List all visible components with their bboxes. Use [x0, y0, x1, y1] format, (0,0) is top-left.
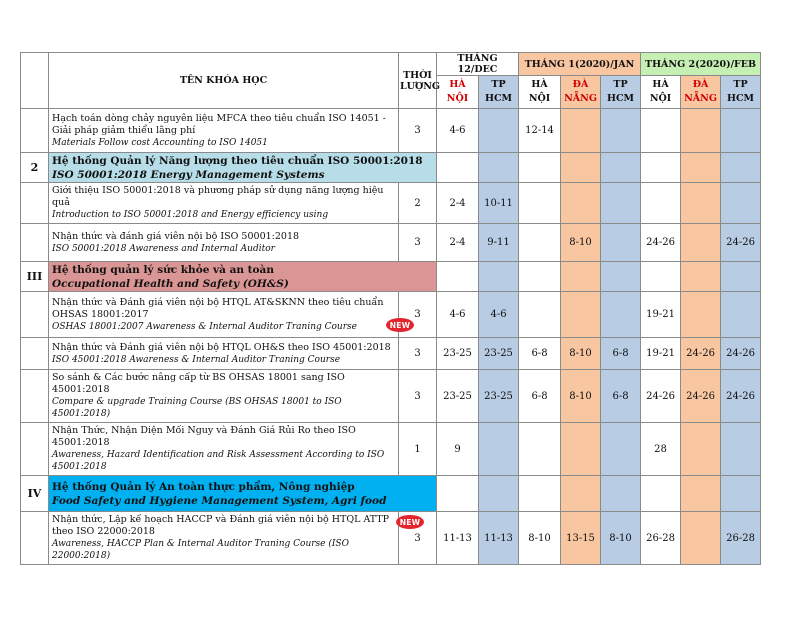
date-cell-jan-hn: 6-8 [519, 338, 561, 370]
section-title-en: Food Safety and Hygiene Management System, Agri food [52, 494, 387, 507]
date-cell-dec-hcm: 4-6 [479, 292, 519, 338]
section-empty-cell [601, 153, 641, 183]
course-row [21, 109, 761, 153]
row-number [21, 292, 49, 338]
row-number [21, 512, 49, 565]
course-title [49, 370, 399, 423]
section-empty-cell [519, 262, 561, 292]
date-cell-dec-hcm: 23-25 [479, 370, 519, 423]
course-title-vi: Nhận thức và đánh giá viên nội bộ ISO 50001:2018 [52, 230, 300, 242]
row-number [21, 370, 49, 423]
course-duration: 3 [399, 512, 437, 565]
date-cell-dec-hn: 4-6 [437, 292, 479, 338]
course-title [49, 183, 399, 224]
date-cell-dec-hn: 2-4 [437, 183, 479, 224]
course-title [49, 224, 399, 262]
section-empty-cell [437, 476, 479, 512]
section-row [21, 262, 761, 292]
date-cell-feb-hcm [721, 292, 761, 338]
section-empty-cell [721, 153, 761, 183]
section-title [49, 262, 437, 292]
date-cell-feb-hn: 24-26 [641, 224, 681, 262]
section-empty-cell [681, 262, 721, 292]
date-cell-feb-dn [681, 512, 721, 565]
course-title-en: Materials Follow cost Accounting to ISO 14051 [52, 137, 268, 148]
section-empty-cell [479, 262, 519, 292]
date-cell-feb-dn [681, 292, 721, 338]
header-month-jan: THÁNG 1(2020)/JAN [519, 53, 641, 76]
header-feb-hanoi: HÀ NỘI [641, 76, 681, 109]
date-cell-feb-hcm [721, 109, 761, 153]
date-cell-feb-dn: 24-26 [681, 370, 721, 423]
row-number [21, 423, 49, 476]
section-empty-cell [641, 262, 681, 292]
date-cell-feb-hn: 19-21 [641, 338, 681, 370]
section-empty-cell [561, 262, 601, 292]
section-row [21, 153, 761, 183]
course-row [21, 338, 761, 370]
date-cell-feb-dn: 24-26 [681, 338, 721, 370]
date-cell-dec-hn: 11-13 [437, 512, 479, 565]
date-cell-feb-hcm: 24-26 [721, 370, 761, 423]
section-title [49, 476, 437, 512]
date-cell-feb-hn: 19-21 [641, 292, 681, 338]
course-title-vi: Giới thiệu ISO 50001:2018 và phương pháp sử dụng năng lượng hiệu quả [52, 185, 384, 208]
section-empty-cell [519, 476, 561, 512]
date-cell-jan-hn [519, 224, 561, 262]
date-cell-jan-hn [519, 183, 561, 224]
date-cell-feb-hn: 24-26 [641, 370, 681, 423]
date-cell-feb-hcm [721, 183, 761, 224]
section-empty-cell [561, 153, 601, 183]
header-dec-hcm: TP HCM [479, 76, 519, 109]
date-cell-jan-dn [561, 183, 601, 224]
date-cell-dec-hcm: 23-25 [479, 338, 519, 370]
date-cell-jan-hcm [601, 109, 641, 153]
header-jan-hanoi: HÀ NỘI [519, 76, 561, 109]
date-cell-jan-hcm [601, 224, 641, 262]
course-row [21, 224, 761, 262]
date-cell-dec-hcm [479, 423, 519, 476]
section-empty-cell [721, 476, 761, 512]
course-title [49, 423, 399, 476]
header-jan-hcm: TP HCM [601, 76, 641, 109]
date-cell-jan-hcm [601, 183, 641, 224]
date-cell-jan-hn [519, 423, 561, 476]
schedule-body [21, 109, 761, 565]
date-cell-dec-hcm: 10-11 [479, 183, 519, 224]
course-title-en: ISO 45001:2018 Awareness & Internal Auditor Traning Course [52, 354, 341, 365]
date-cell-feb-dn [681, 109, 721, 153]
date-cell-dec-hcm: 9-11 [479, 224, 519, 262]
date-cell-dec-hcm [479, 109, 519, 153]
course-duration: 3 [399, 109, 437, 153]
date-cell-dec-hn: 9 [437, 423, 479, 476]
header-course-title: TÊN KHÓA HỌC [49, 53, 399, 109]
row-number: 2 [21, 153, 49, 183]
course-title-vi: Nhận Thức, Nhận Diện Mối Nguy và Đánh Giá Rủi Ro theo ISO 45001:2018 [52, 425, 356, 448]
date-cell-dec-hn: 4-6 [437, 109, 479, 153]
course-title-en: OSHAS 18001:2007 Awareness & Internal Auditor Traning Course [52, 321, 357, 332]
section-empty-cell [437, 262, 479, 292]
section-empty-cell [641, 476, 681, 512]
new-badge-22000: NEW [396, 515, 424, 529]
course-title-vi: Nhận thức và Đánh giá viên nội bộ HTQL OH&S theo ISO 45001:2018 [52, 341, 391, 353]
date-cell-feb-dn [681, 183, 721, 224]
date-cell-jan-dn: 8-10 [561, 224, 601, 262]
date-cell-jan-hn: 12-14 [519, 109, 561, 153]
row-number [21, 183, 49, 224]
date-cell-feb-hcm [721, 423, 761, 476]
course-row [21, 370, 761, 423]
date-cell-jan-dn: 8-10 [561, 338, 601, 370]
course-row [21, 512, 761, 565]
date-cell-dec-hn: 23-25 [437, 338, 479, 370]
date-cell-jan-hcm [601, 423, 641, 476]
date-cell-feb-hn: 28 [641, 423, 681, 476]
section-title [49, 153, 437, 183]
date-cell-jan-hn: 8-10 [519, 512, 561, 565]
date-cell-jan-hcm: 6-8 [601, 338, 641, 370]
training-schedule-table [20, 52, 761, 565]
course-title [49, 109, 399, 153]
date-cell-jan-dn: 8-10 [561, 370, 601, 423]
date-cell-jan-hn: 6-8 [519, 370, 561, 423]
date-cell-feb-hcm: 26-28 [721, 512, 761, 565]
date-cell-dec-hn: 23-25 [437, 370, 479, 423]
course-title-vi: Hạch toán dòng chảy nguyên liệu MFCA theo tiêu chuẩn ISO 14051 - Giải pháp giảm thiểu lãng phí [52, 112, 386, 136]
section-empty-cell [561, 476, 601, 512]
course-title-vi: So sánh & Các bước nâng cấp từ BS OHSAS 18001 sang ISO 45001:2018 [52, 372, 345, 395]
course-title-en: Compare & upgrade Training Course (BS OHSAS 18001 to ISO 45001:2018) [52, 397, 342, 419]
date-cell-feb-hn [641, 109, 681, 153]
section-title-vi: Hệ thống Quản lý Năng lượng theo tiêu chuẩn ISO 50001:2018 [52, 154, 423, 167]
date-cell-feb-dn [681, 423, 721, 476]
new-badge-45001: NEW [386, 318, 414, 332]
date-cell-jan-hn [519, 292, 561, 338]
course-title-en: Awareness, HACCP Plan & Internal Auditor Traning Course (ISO 22000:2018) [52, 539, 349, 561]
section-title-en: Occupational Health and Safety (OH&S) [52, 277, 289, 290]
section-empty-cell [519, 153, 561, 183]
date-cell-feb-hn: 26-28 [641, 512, 681, 565]
course-duration: 3 [399, 338, 437, 370]
course-title-en: Awareness, Hazard Identification and Risk Assessment According to ISO 45001:2018 [52, 450, 385, 472]
section-empty-cell [479, 153, 519, 183]
course-title-en: Introduction to ISO 50001:2018 and Energy efficiency using [52, 210, 329, 220]
header-duration: THỜI LƯỢNG [399, 53, 437, 109]
course-title-vi: Nhận thức, Lập kế hoạch HACCP và Đánh giá viên nội bộ HTQL ATTP theo ISO 22000:2018 [52, 514, 390, 537]
row-number [21, 224, 49, 262]
date-cell-jan-dn [561, 292, 601, 338]
header-feb-hcm: TP HCM [721, 76, 761, 109]
course-title-vi: Nhận thức và Đánh giá viên nội bộ HTQL AT&SKNN theo tiêu chuẩn OHSAS 18001:2017 [52, 296, 384, 320]
section-title-vi: Hệ thống Quản lý An toàn thực phẩm, Nông nghiệp [52, 480, 355, 493]
section-empty-cell [479, 476, 519, 512]
course-duration: 3 [399, 370, 437, 423]
section-empty-cell [437, 153, 479, 183]
date-cell-feb-hcm: 24-26 [721, 338, 761, 370]
section-empty-cell [641, 153, 681, 183]
row-number: IV [21, 476, 49, 512]
course-title [49, 512, 399, 565]
section-empty-cell [721, 262, 761, 292]
date-cell-feb-hn [641, 183, 681, 224]
section-title-vi: Hệ thống quản lý sức khỏe và an toàn [52, 263, 274, 276]
date-cell-feb-dn [681, 224, 721, 262]
section-row [21, 476, 761, 512]
course-duration: 2 [399, 183, 437, 224]
section-empty-cell [601, 476, 641, 512]
course-duration: 3 [399, 224, 437, 262]
course-row [21, 423, 761, 476]
header-month-dec: THÁNG 12/DEC [437, 53, 519, 76]
course-row [21, 292, 761, 338]
row-number: III [21, 262, 49, 292]
section-empty-cell [601, 262, 641, 292]
course-duration: 3 [399, 292, 437, 338]
date-cell-jan-hcm: 6-8 [601, 370, 641, 423]
header-month-feb: THÁNG 2(2020)/FEB [641, 53, 761, 76]
date-cell-jan-dn [561, 423, 601, 476]
date-cell-jan-dn [561, 109, 601, 153]
course-title [49, 292, 399, 338]
section-empty-cell [681, 476, 721, 512]
header-feb-danang: ĐÀ NẴNG [681, 76, 721, 109]
section-empty-cell [681, 153, 721, 183]
date-cell-jan-hcm [601, 292, 641, 338]
date-cell-feb-hcm: 24-26 [721, 224, 761, 262]
date-cell-jan-dn: 13-15 [561, 512, 601, 565]
header-blank-cell [21, 53, 49, 109]
course-duration: 1 [399, 423, 437, 476]
course-title-en: ISO 50001:2018 Awareness and Internal Auditor [52, 243, 275, 254]
course-title [49, 338, 399, 370]
date-cell-jan-hcm: 8-10 [601, 512, 641, 565]
row-number [21, 338, 49, 370]
section-title-en: ISO 50001:2018 Energy Management Systems [52, 168, 325, 181]
header-dec-hanoi: HÀ NỘI [437, 76, 479, 109]
date-cell-dec-hn: 2-4 [437, 224, 479, 262]
course-row [21, 183, 761, 224]
header-jan-danang: ĐÀ NẴNG [561, 76, 601, 109]
date-cell-dec-hcm: 11-13 [479, 512, 519, 565]
row-number [21, 109, 49, 153]
